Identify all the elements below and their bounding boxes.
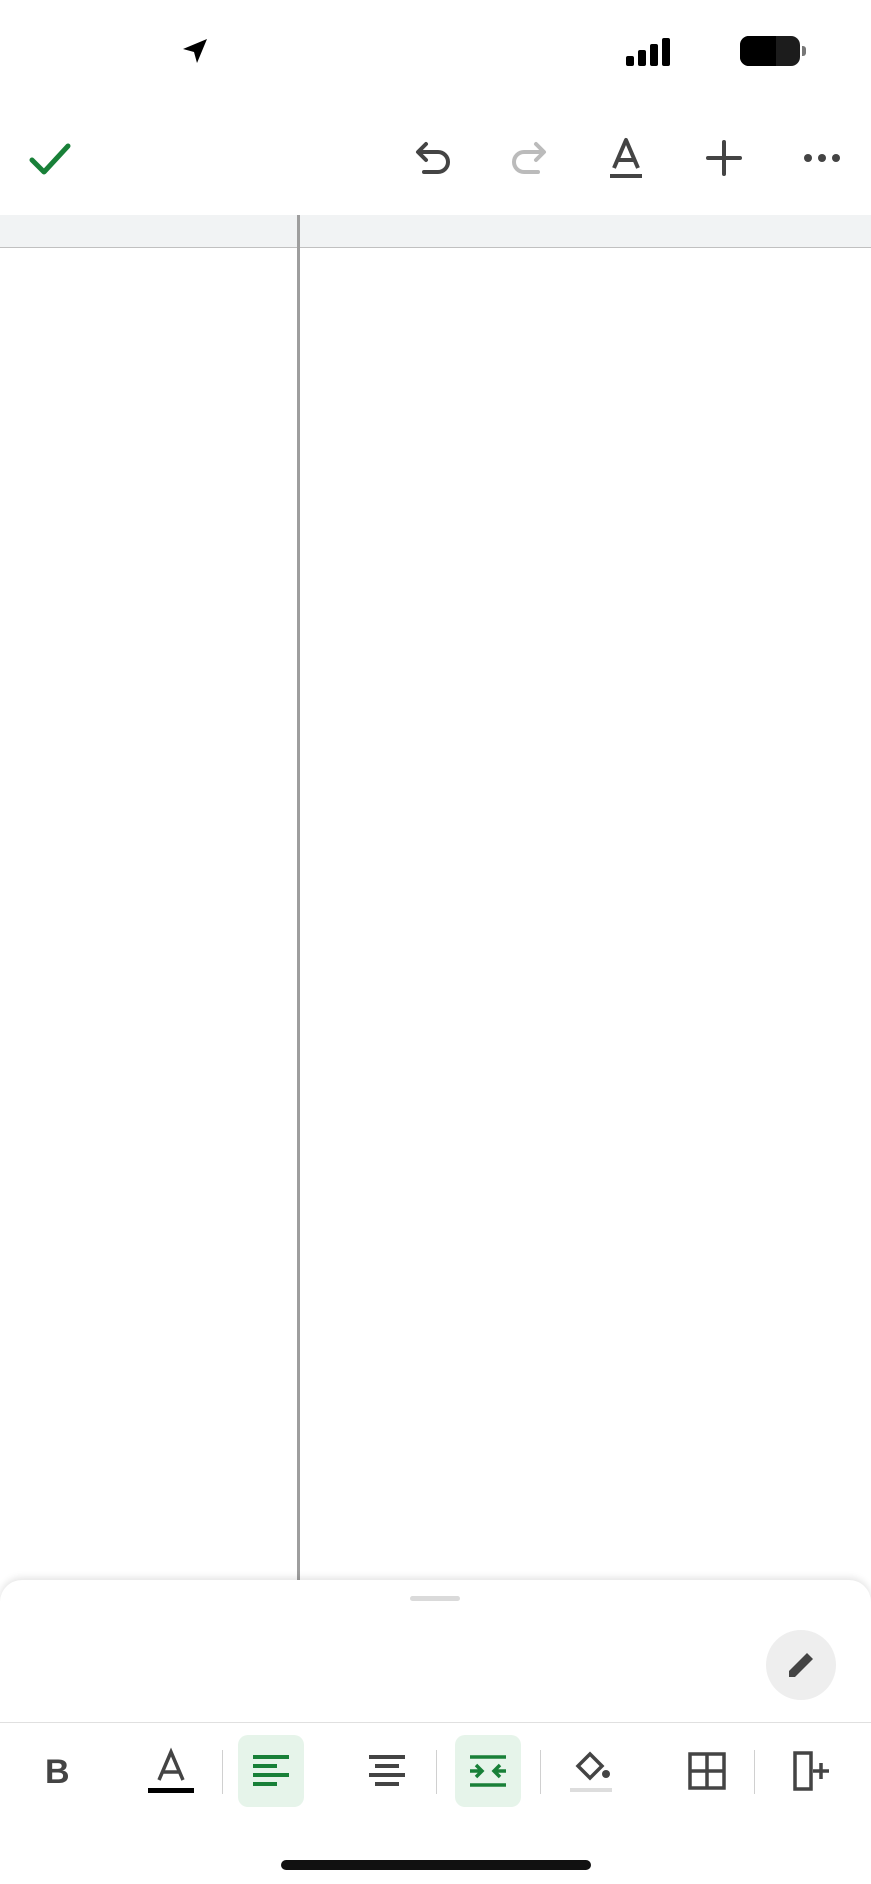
svg-text:B: B [45,1753,70,1791]
battery-tip [802,46,806,56]
more-icon[interactable] [794,130,850,186]
pencil-icon[interactable] [766,1630,836,1700]
insert-column-icon[interactable] [778,1735,844,1807]
format-separator [222,1750,223,1794]
location-arrow-icon [180,36,210,66]
wrap-icon[interactable] [455,1735,521,1807]
drag-handle[interactable] [410,1596,460,1601]
text-format-icon[interactable] [598,130,654,186]
text-color-icon[interactable] [138,1735,204,1807]
freeze-divider[interactable] [297,215,300,1580]
home-indicator [281,1860,591,1870]
cell-editor-panel [0,1580,871,1884]
borders-icon[interactable] [674,1735,740,1807]
align-center-icon[interactable] [354,1735,420,1807]
format-bar-divider [0,1722,871,1723]
plus-icon[interactable] [696,130,752,186]
format-separator [436,1750,437,1794]
column-header-bar [0,215,871,248]
signal-icon [626,38,674,66]
spreadsheet-grid[interactable] [0,215,871,1580]
fill-color-icon[interactable] [558,1735,624,1807]
battery-icon [740,36,800,66]
status-bar [0,0,871,105]
format-separator [754,1750,755,1794]
check-icon[interactable] [22,130,78,186]
bold-icon[interactable] [24,1735,90,1807]
format-separator [540,1750,541,1794]
undo-icon[interactable] [404,130,460,186]
redo-icon[interactable] [502,130,558,186]
align-left-icon[interactable] [238,1735,304,1807]
